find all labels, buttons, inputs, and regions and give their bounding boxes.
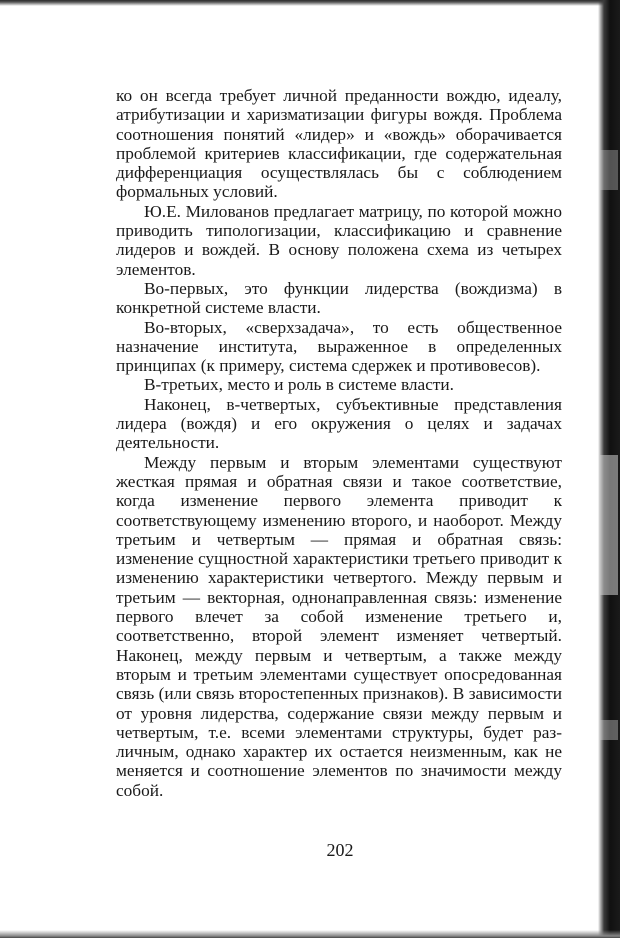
paragraph-5: В-третьих, место и роль в системе власти.: [144, 375, 454, 395]
paragraph-6: Наконец, в-четвертых, субъективные представления лидера (вождя) и его окружения о целях и задачах деятельности.: [116, 394, 562, 453]
scan-bottom-edge: [0, 930, 620, 938]
paragraph-3: Во-первых, это функции лидерства (вождизма) в конкретной системе власти.: [116, 278, 562, 318]
scan-top-edge: [0, 0, 620, 6]
paragraph-4: Во-вторых, «сверхзадача», то есть общественное назначение института, выраженное в определенных принципах (к примеру, система сдержек и противовесов).: [116, 317, 562, 376]
paragraph-7: Между первым и вторым элементами существуют жесткая прямая и обратная связи и такое соответствие, когда изменение первого элемента приводит к соответствующему изменению второго, и наоборот. Между третьим и четвертым — прямая и обратная связь: изменение сущностной характеристики третьего приводит к изменению характеристики четвертого. Между первым и третьим — векторная, однонаправленная связь: изменение первого влечет за собой изменение третьего и, соответственно, второй элемент изменяет четвертый. Наконец, между первым и четвертым, а также между вторым и третьим элементами существует опосредованная связь (или связь второстепенных признаков). В зависимости от уровня лидерства, содержание связи между первым и четвертым, т.е. всеми элементами структуры, будет различным, однако характер их остается неизменным, как не меняется и соотношение элементов по значимости между собой.: [116, 452, 562, 800]
scan-edge-artifact: [600, 150, 618, 190]
paragraph-2: Ю.Е. Милованов предлагает матрицу, по которой можно приводить типологизации, классификацию и сравнение лидеров и вождей. В основу положена схема из четырех элементов.: [116, 201, 562, 279]
paragraph-1: ко он всегда требует личной преданности вождю, идеалу, атрибутизации и харизматизации фигуры вождя. Проблема соотношения понятий «лидер» и «вождь» оборачивается проблемой критериев классификации, где содержательная дифференциация осуществлялась бы с соблюдением формальных условий.: [116, 86, 562, 202]
scan-edge-artifact: [600, 720, 618, 740]
page-number: 202: [326, 840, 354, 860]
scan-edge-artifact: [600, 455, 618, 595]
page-body: [116, 86, 562, 800]
